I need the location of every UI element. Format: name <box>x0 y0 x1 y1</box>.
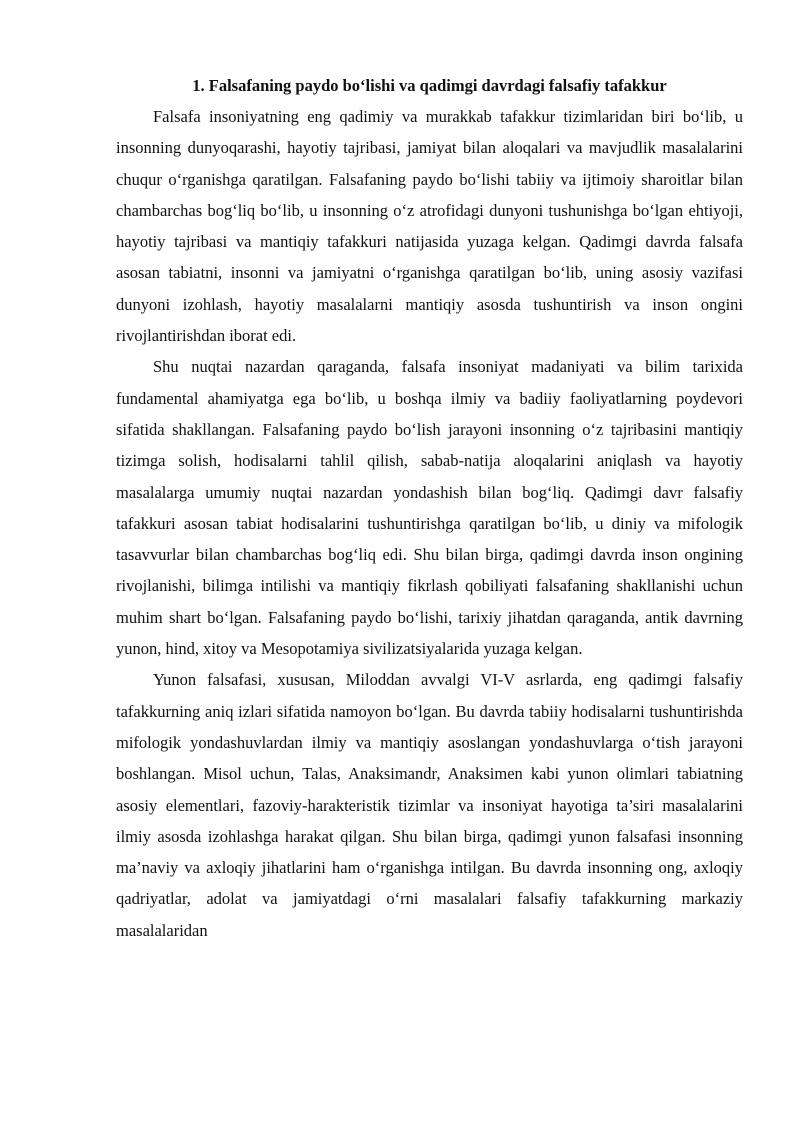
paragraph-1: Falsafa insoniyatning eng qadimiy va murakkab tafakkur tizimlaridan biri bo‘lib, u insonning dunyoqarashi, hayotiy tajribasi, jamiyat bilan aloqalari va mavjudlik masalalarini chuqur o‘rganishga qaratilgan. Falsafaning paydo bo‘lishi tabiiy va ijtimoiy sharoitlar bilan chambarchas bog‘liq bo‘lib, u insonning o‘z atrofidagi dunyoni tushunishga bo‘lgan ehtiyoji, hayotiy tajribasi va mantiqiy tafakkuri natijasida yuzaga kelgan. Qadimgi davrda falsafa asosan tabiatni, insonni va jamiyatni o‘rganishga qaratilgan bo‘lib, uning asosiy vazifasi dunyoni izohlash, hayotiy masalalarni mantiqiy asosda tushuntirish va inson ongini rivojlantirishdan iborat edi. <box>116 107 743 346</box>
section-heading: 1. Falsafaning paydo bo‘lishi va qadimgi davrdagi falsafiy tafakkur <box>192 76 667 95</box>
paragraph-2: Shu nuqtai nazardan qaraganda, falsafa insoniyat madaniyati va bilim tarixida fundamental ahamiyatga ega bo‘lib, u boshqa ilmiy va badiiy faoliyatlarning poydevori sifatida shakllangan. Falsafaning paydo bo‘lish jarayoni insonning o‘z tajribasini mantiqiy tizimga solish, hodisalarni tahlil qilish, sabab-natija aloqalarini aniqlash va hayotiy masalalarga umumiy nuqtai nazardan yondashish bilan bog‘liq. Qadimgi davr falsafiy tafakkuri asosan tabiat hodisalarini tushuntirishga qaratilgan bo‘lib, u diniy va mifologik tasavvurlar bilan chambarchas bog‘liq edi. Shu bilan birga, qadimgi davrda inson ongining rivojlanishi, bilimga intilishi va mantiqiy fikrlash qobiliyati falsafaning shakllanishi uchun muhim shart bo‘lgan. Falsafaning paydo bo‘lishi, tarixiy jihatdan qaraganda, antik davrning yunon, hind, xitoy va Mesopotamiya sivilizatsiyalarida yuzaga kelgan. <box>116 357 743 659</box>
document-page <box>116 70 743 946</box>
paragraph-3: Yunon falsafasi, xususan, Miloddan avvalgi VI-V asrlarda, eng qadimgi falsafiy tafakkurning aniq izlari sifatida namoyon bo‘lgan. Bu davrda tabiiy hodisalarni tushuntirishda mifologik yondashuvlardan ilmiy va mantiqiy asoslangan yondashuvlarga o‘tish jarayoni boshlangan. Misol uchun, Talas, Anaksimandr, Anaksimen kabi yunon olimlari tabiatning asosiy elementlari, fazoviy-harakteristik tizimlar va insoniyat hayotiga ta’siri masalalarini ilmiy asosda izohlashga harakat qilgan. Shu bilan birga, qadimgi yunon falsafasi insonning ma’naviy va axloqiy jihatlarini ham o‘rganishga intilgan. Bu davrda insonning ong, axloqiy qadriyatlar, adolat va jamiyatdagi o‘rni masalalari falsafiy tafakkurning markaziy masalalaridan <box>116 670 743 940</box>
